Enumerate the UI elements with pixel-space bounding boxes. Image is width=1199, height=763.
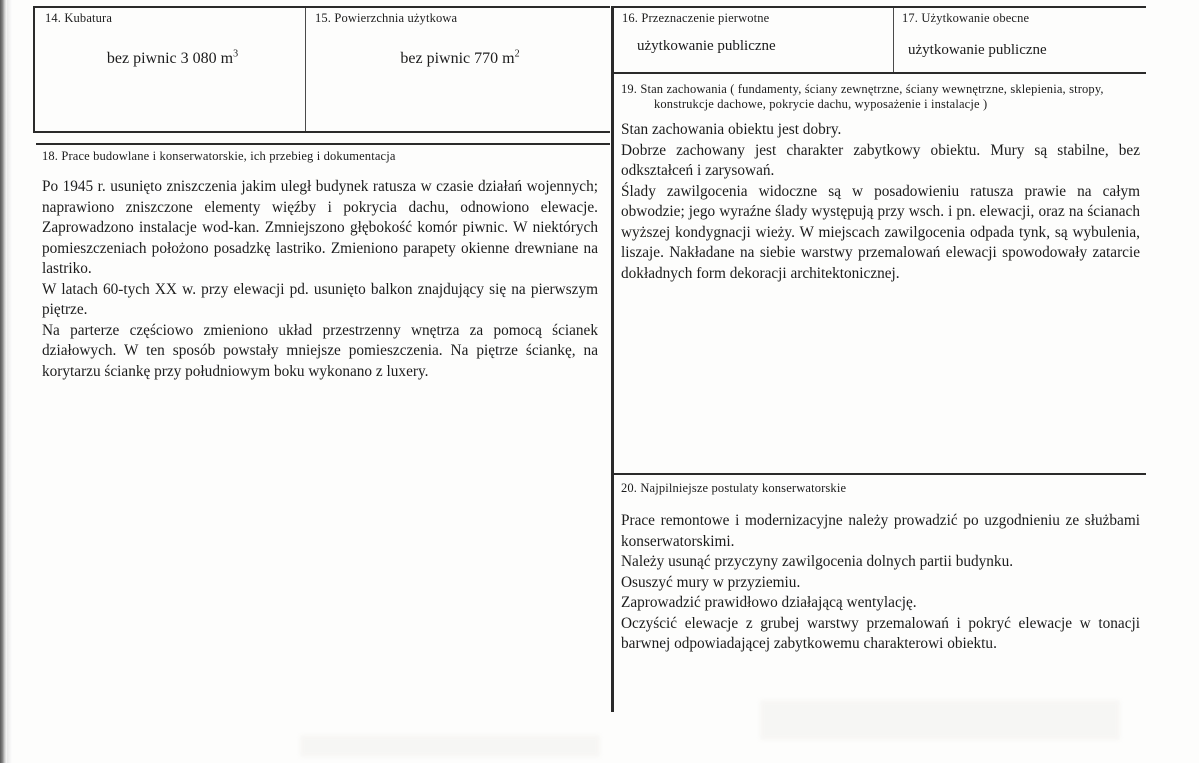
field-19-paragraph: Dobrze zachowany jest charakter zabytkowy obiektu. Mury są stabilne, bez odkształceń i zarysowań. xyxy=(621,141,1140,179)
field-15-value xyxy=(315,50,605,68)
field-18-paragraph: Na parterze częściowo zmieniono układ przestrzenny wnętrza za pomocą ścianek działowych. W ten sposób powstały mniejsze pomieszczenia. Na piętrze ściankę, na korytarzu ściankę przy południowym boku wykonano z luxery. xyxy=(42,321,598,380)
field-18-body xyxy=(42,177,598,382)
scan-edge-artifact xyxy=(0,0,7,763)
field-19-label-line2: konstrukcje dachowe, pokrycie dachu, wyposażenie i instalacje ) xyxy=(654,97,988,111)
field-14-label: 14. Kubatura xyxy=(45,11,113,25)
field-18-paragraph: W latach 60-tych XX w. przy elewacji pd. usunięto balkon znajdujący się na pierwszym piętrze. xyxy=(42,280,598,318)
rule-top-left xyxy=(33,6,610,8)
field-19-body xyxy=(621,120,1140,284)
rule-top-f18 xyxy=(36,143,610,145)
field-14-value xyxy=(45,50,300,68)
field-20-paragraph: Prace remontowe i modernizacyjne należy prowadzić po uzgodnieniu ze służbami konserwatorskimi. xyxy=(621,512,1140,550)
field-14-value-text: bez piwnic 3 080 m xyxy=(106,50,234,67)
field-20-paragraph: Osuszyć mury w przyziemiu. xyxy=(621,573,801,591)
scan-smudge xyxy=(300,735,600,757)
field-19-paragraph: Ślady zawilgocenia widoczne są w posadowieniu ratusza prawie na całym obwodzie; jego wyraźne ślady występują przy wsch. i pn. elewacji, oraz na ścianach wyższej kondygnacji wieży. W miejscach zawilgocenia odpada tynk, są wybulenia, liszaje. Nakładane na siebie warstwy przemalowań elewacji spowodowały zatarcie dokładnych form dekoracji architektonicznej. xyxy=(621,182,1140,282)
scan-edge-gradient xyxy=(7,0,12,763)
field-19-label-line1: 19. Stan zachowania ( fundamenty, ściany zewnętrzne, ściany wewnętrzne, sklepienia, stropy, xyxy=(621,82,1104,96)
field-19-paragraph: Stan zachowania obiektu jest dobry. xyxy=(621,121,842,138)
field-14-value-superscript: 3 xyxy=(233,48,239,60)
rule-top-right xyxy=(613,6,1146,8)
field-20-label: 20. Najpilniejsze postulaty konserwatorskie xyxy=(621,481,847,495)
field-15-value-text: bez piwnic 770 m xyxy=(400,50,515,67)
field-16-label: 16. Przeznaczenie pierwotne xyxy=(622,11,770,25)
rule-divider-16-17 xyxy=(893,8,894,72)
rule-left-outer xyxy=(33,6,35,132)
field-15-value-superscript: 2 xyxy=(514,48,520,60)
field-20-paragraph: Oczyścić elewacje z grubej warstwy przemalowań i pokryć elewacje w tonacji barwnej odpowiadającej zabytkowemu charakterowi obiektu. xyxy=(621,614,1140,652)
field-17-label: 17. Użytkowanie obecne xyxy=(902,11,1030,25)
rule-top-f20 xyxy=(613,473,1146,475)
field-15-label: 15. Powierzchnia użytkowa xyxy=(315,11,458,25)
field-18-label: 18. Prace budowlane i konserwatorskie, ich przebieg i dokumentacja xyxy=(42,149,396,163)
field-16-value: użytkowanie publiczne xyxy=(637,38,776,54)
field-18-paragraph: Po 1945 r. usunięto zniszczenia jakim uległ budynek ratusza w czasie działań wojennych; naprawiono zniszczone elementy więźby i pokrycia dachu, odnowiono elewacje. Zaprowadzono instalacje wod-kan. Zmniejszono głębokość komór piwnic. W niektórych pomieszczeniach położono posadzkę lastriko. Zmieniono parapety okienne drewniane na lastriko. xyxy=(42,178,598,277)
rule-divider-14-15 xyxy=(305,8,306,132)
rule-bottom-14-15 xyxy=(33,131,610,133)
field-20-paragraph: Należy usunąć przyczyny zawilgocenia dolnych partii budynku. xyxy=(621,553,1014,570)
field-20-paragraph: Zaprowadzić prawidłowo działającą wentylację. xyxy=(621,594,917,611)
field-17-value: użytkowanie publiczne xyxy=(908,42,1047,58)
rule-bottom-16-17 xyxy=(613,72,1146,74)
field-20-body xyxy=(621,511,1140,655)
scan-smudge xyxy=(760,700,1120,740)
rule-right-block-left xyxy=(611,6,614,712)
